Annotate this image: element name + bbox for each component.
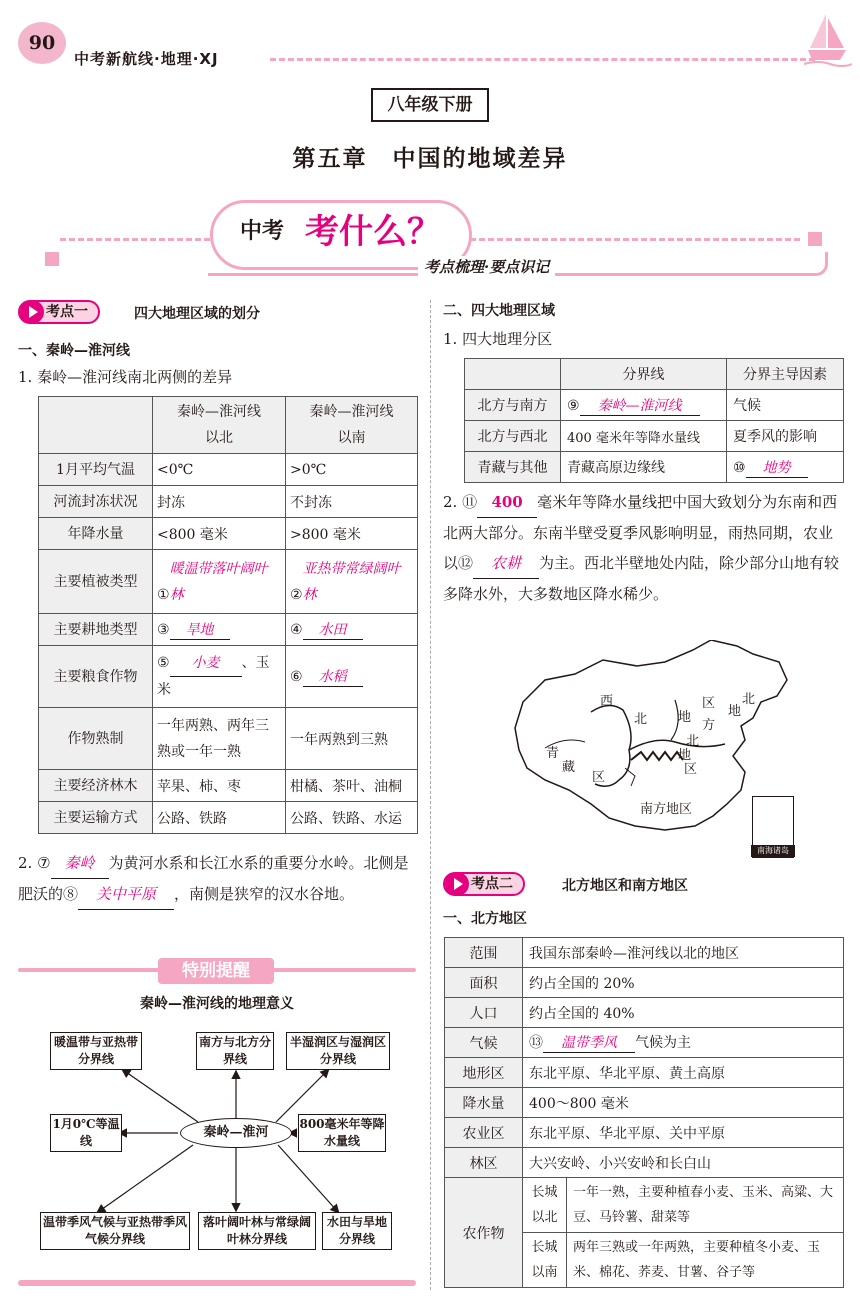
table-cell: >800 毫米 [286,518,418,550]
table-cell: 约占全国的 40% [523,998,844,1028]
table-header: 秦岭—淮河线以北 [153,397,286,454]
table-corner [465,359,561,390]
banner-prefix: 中考 [240,219,285,244]
diagram-node: 半湿润区与湿润区分界线 [286,1032,390,1070]
map-label: 西 [600,694,614,709]
point1-tag: 考点一 [18,300,100,324]
table-cell: 青藏高原边缘线 [561,452,727,483]
item-text: 1. 四大地理分区 [443,330,553,348]
section-heading: 一、北方地区 [443,911,527,927]
answer-blank: 旱地 [170,619,230,640]
table-cell: ⑨ 秦岭—淮河线 [561,390,727,421]
row-label: 气候 [445,1028,523,1058]
table-cell: ②亚热带常绿阔叶林 [286,550,418,614]
map-label: 地 [678,748,692,763]
book-title: 中考新航线·地理·XJ [74,50,219,68]
answer-blank: 亚热带常绿阔叶林 [302,560,401,603]
item-text-2: 2. ⑪ 400 毫米年等降水量线把中国大致划分为东南和西北两大部分。东南半壁受夏季风影响明显，雨热同期，农业以⑫ 农耕 为主。西北半壁地处内陆，除少部分山地有较多降水外，大多数地区降水稀少。 [443,487,845,609]
item-text-2: 2. ⑦ 秦岭 为黄河水系和长江水系的重要分水岭。北侧是肥沃的⑧ 关中平原 ，南侧是狭窄的汉水谷地。 [18,848,418,910]
table-cell: 两年三熟或一年两熟，主要种植冬小麦、玉米、棉花、荞麦、甘薯、谷子等 [567,1233,844,1288]
point2-title: 北方地区和南方地区 [562,878,688,894]
table-cell: >0℃ [286,454,418,486]
answer-blank: 温带季风 [543,1032,635,1053]
answer-blank: 农耕 [473,548,539,579]
map-label: 南方地区 [640,802,693,817]
map-label: 方 [702,718,716,733]
row-label: 农业区 [445,1118,523,1148]
table-cell: ①暖温带落叶阔叶林 [153,550,286,614]
section-heading: 二、四大地理区域 [443,303,555,319]
row-label: 人口 [445,998,523,1028]
table-cell: ⑥ 水稻 [286,646,418,708]
grade-label: 八年级下册 [371,88,489,122]
region-division-table [464,358,844,483]
banner-subtitle: 考点梳理·要点识记 [418,256,555,277]
north-region-table [444,937,844,1288]
table-cell: 400 毫米年等降水量线 [561,421,727,452]
answer-blank: 暖温带落叶阔叶林 [169,560,268,603]
banner-dash-right [470,238,800,241]
banner-square-left [45,252,59,266]
diagram-center: 秦岭—淮河 [180,1118,292,1148]
reminder-bottom-bar [18,1280,416,1286]
map-label: 藏 [562,760,576,775]
table-cell: 夏季风的影响 [727,421,844,452]
row-label: 北方与西北 [465,421,561,452]
table-corner [39,397,153,454]
map-label: 区 [702,696,716,711]
table-cell: 封冻 [153,486,286,518]
row-label: 林区 [445,1148,523,1178]
answer-blank: 400 [477,487,537,518]
table-cell: 公路、铁路、水运 [286,802,418,834]
south-sea-label: 南海诸岛 [751,845,795,857]
row-label: 主要经济林木 [39,770,153,802]
table-cell: 我国东部秦岭—淮河线以北的地区 [523,938,844,968]
map-label: 地 [728,704,742,719]
answer-blank: 水田 [303,619,363,640]
play-icon [20,300,44,324]
chapter-title: 第五章 中国的地域差异 [292,146,568,172]
table-cell: 苹果、柿、枣 [153,770,286,802]
row-label: 主要植被类型 [39,550,153,614]
row-label: 北方与南方 [465,390,561,421]
column-divider [430,300,431,1290]
row-label: 年降水量 [39,518,153,550]
row-label: 面积 [445,968,523,998]
answer-blank: 秦岭—淮河线 [580,395,700,416]
row-label: 主要粮食作物 [39,646,153,708]
sub-label: 长城以北 [523,1178,567,1233]
table-cell: ⑩ 地势 [727,452,844,483]
section-heading: 一、秦岭—淮河线 [18,343,130,359]
play-icon [445,872,469,896]
table-cell: 一年两熟到三熟 [286,708,418,770]
item-text: 1. 秦岭—淮河线南北两侧的差异 [18,368,233,386]
table-cell: ④ 水田 [286,614,418,646]
header-divider [270,58,815,61]
row-label: 农作物 [445,1178,523,1288]
table-header: 秦岭—淮河线以南 [286,397,418,454]
diagram-node: 落叶阔叶林与常绿阔叶林分界线 [198,1212,316,1250]
diagram-node: 1月0℃等温线 [50,1114,122,1152]
table-cell: 柑橘、茶叶、油桐 [286,770,418,802]
table-header: 分界主导因素 [727,359,844,390]
table-cell: 不封冻 [286,486,418,518]
row-label: 河流封冻状况 [39,486,153,518]
map-label: 青 [546,746,560,761]
point2-tag: 考点二 [443,872,525,896]
map-label: 区 [684,762,698,777]
map-label: 北 [634,712,648,727]
table-cell: 约占全国的 20% [523,968,844,998]
table-cell: ⑤ 小麦 、玉米 [153,646,286,708]
table-cell: ⑬ 温带季风 气候为主 [523,1028,844,1058]
row-label: 主要运输方式 [39,802,153,834]
table-cell: 一年一熟，主要种植春小麦、玉米、高粱、大豆、马铃薯、甜菜等 [567,1178,844,1233]
row-label: 范围 [445,938,523,968]
diagram-node: 暖温带与亚热带分界线 [50,1032,142,1070]
table-cell: 400～800 毫米 [523,1088,844,1118]
answer-blank: 地势 [746,457,808,478]
diagram-node: 温带季风气候与亚热带季风气候分界线 [40,1212,190,1250]
table-cell: <0℃ [153,454,286,486]
map-label: 区 [592,770,606,785]
answer-blank: 小麦 [170,650,242,677]
banner-main-title: 考什么？ [305,212,441,252]
row-label: 青藏与其他 [465,452,561,483]
row-label: 主要耕地类型 [39,614,153,646]
table-cell: ③ 旱地 [153,614,286,646]
banner-square-right [808,232,822,246]
row-label: 降水量 [445,1088,523,1118]
table-cell: 公路、铁路 [153,802,286,834]
table-header: 分界线 [561,359,727,390]
diagram-node: 南方与北方分界线 [196,1032,274,1070]
table-cell: 一年两熟、两年三熟或一年一熟 [153,708,286,770]
answer-blank: 秦岭 [51,848,109,879]
answer-blank: 水稻 [303,666,363,687]
table-cell: 东北平原、华北平原、黄土高原 [523,1058,844,1088]
row-label: 地形区 [445,1058,523,1088]
table-cell: 气候 [727,390,844,421]
sailboat-icon [800,10,852,68]
page-number: 90 [18,22,66,64]
map-label: 北 [742,692,756,707]
reminder-title: 秦岭—淮河线的地理意义 [140,996,294,1012]
row-label: 作物熟制 [39,708,153,770]
north-south-table [38,396,418,834]
table-cell: 大兴安岭、小兴安岭和长白山 [523,1148,844,1178]
point1-title: 四大地理区域的划分 [134,306,260,322]
row-label: 1月平均气温 [39,454,153,486]
map-label: 北 [686,734,700,749]
banner-dash-left [60,238,210,241]
diagram-node: 水田与旱地分界线 [322,1212,392,1250]
reminder-tag: 特别提醒 [158,958,274,984]
table-cell: 东北平原、华北平原、关中平原 [523,1118,844,1148]
map-label: 地 [678,710,692,725]
diagram-node: 800毫米年等降水量线 [298,1114,386,1152]
sub-label: 长城以南 [523,1233,567,1288]
table-cell: <800 毫米 [153,518,286,550]
answer-blank: 关中平原 [78,879,174,910]
